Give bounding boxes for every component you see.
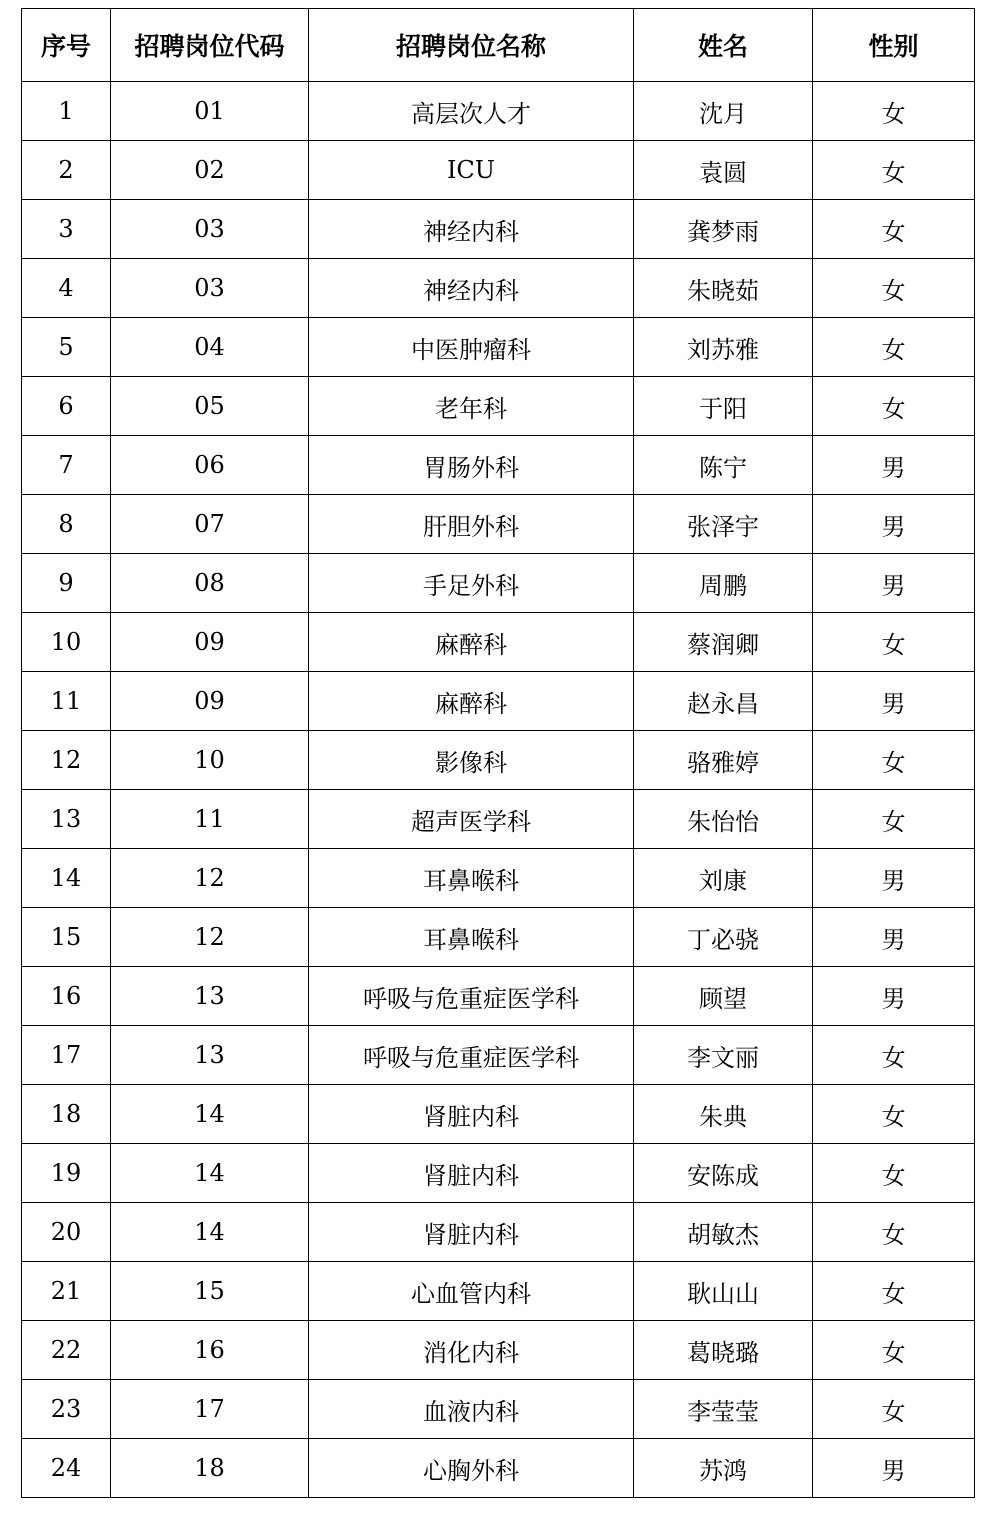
cell-position-code: 03: [111, 200, 309, 259]
cell-gender: 女: [813, 1321, 975, 1380]
cell-person-name: 刘苏雅: [634, 318, 813, 377]
cell-serial-number: 10: [22, 613, 111, 672]
cell-gender: 女: [813, 200, 975, 259]
cell-gender: 男: [813, 908, 975, 967]
header-person-name: 姓名: [634, 9, 813, 82]
cell-position-code: 14: [111, 1144, 309, 1203]
cell-position-name: 耳鼻喉科: [309, 908, 634, 967]
cell-position-name: 老年科: [309, 377, 634, 436]
table-row: [22, 82, 975, 141]
cell-position-name: 肾脏内科: [309, 1144, 634, 1203]
table-row: [22, 1203, 975, 1262]
cell-serial-number: 11: [22, 672, 111, 731]
cell-serial-number: 13: [22, 790, 111, 849]
table-row: [22, 141, 975, 200]
cell-serial-number: 18: [22, 1085, 111, 1144]
cell-position-name: 神经内科: [309, 200, 634, 259]
cell-gender: 女: [813, 1026, 975, 1085]
table-row: [22, 377, 975, 436]
cell-position-name: 肝胆外科: [309, 495, 634, 554]
table-row: [22, 200, 975, 259]
table-body: [22, 82, 975, 1498]
cell-position-code: 14: [111, 1203, 309, 1262]
cell-person-name: 朱典: [634, 1085, 813, 1144]
table-row: [22, 495, 975, 554]
cell-gender: 女: [813, 259, 975, 318]
cell-position-code: 06: [111, 436, 309, 495]
cell-position-name: 手足外科: [309, 554, 634, 613]
cell-position-code: 09: [111, 613, 309, 672]
table-row: [22, 1262, 975, 1321]
cell-gender: 女: [813, 141, 975, 200]
cell-gender: 女: [813, 1380, 975, 1439]
cell-position-name: 肾脏内科: [309, 1203, 634, 1262]
cell-position-code: 15: [111, 1262, 309, 1321]
cell-serial-number: 24: [22, 1439, 111, 1498]
cell-serial-number: 9: [22, 554, 111, 613]
cell-position-code: 07: [111, 495, 309, 554]
cell-position-code: 02: [111, 141, 309, 200]
cell-position-code: 05: [111, 377, 309, 436]
cell-person-name: 张泽宇: [634, 495, 813, 554]
cell-person-name: 骆雅婷: [634, 731, 813, 790]
cell-gender: 男: [813, 1439, 975, 1498]
cell-person-name: 苏鸿: [634, 1439, 813, 1498]
cell-gender: 男: [813, 672, 975, 731]
cell-position-name: 胃肠外科: [309, 436, 634, 495]
table-row: [22, 790, 975, 849]
cell-person-name: 蔡润卿: [634, 613, 813, 672]
cell-gender: 女: [813, 731, 975, 790]
cell-serial-number: 14: [22, 849, 111, 908]
table-row: [22, 259, 975, 318]
cell-person-name: 安陈成: [634, 1144, 813, 1203]
recruitment-roster-table: [21, 8, 975, 1498]
cell-position-code: 13: [111, 967, 309, 1026]
cell-serial-number: 1: [22, 82, 111, 141]
cell-person-name: 胡敏杰: [634, 1203, 813, 1262]
table-row: [22, 1026, 975, 1085]
cell-position-code: 03: [111, 259, 309, 318]
cell-serial-number: 5: [22, 318, 111, 377]
header-row: [22, 9, 975, 82]
cell-serial-number: 19: [22, 1144, 111, 1203]
cell-gender: 女: [813, 1144, 975, 1203]
cell-person-name: 陈宁: [634, 436, 813, 495]
cell-gender: 女: [813, 1262, 975, 1321]
cell-position-code: 17: [111, 1380, 309, 1439]
cell-gender: 女: [813, 82, 975, 141]
cell-position-name: ICU: [309, 141, 634, 200]
header-serial-number: 序号: [22, 9, 111, 82]
header-position-code: 招聘岗位代码: [111, 9, 309, 82]
table-row: [22, 967, 975, 1026]
cell-serial-number: 22: [22, 1321, 111, 1380]
cell-position-code: 12: [111, 908, 309, 967]
cell-position-name: 麻醉科: [309, 672, 634, 731]
table-row: [22, 318, 975, 377]
cell-person-name: 龚梦雨: [634, 200, 813, 259]
cell-person-name: 赵永昌: [634, 672, 813, 731]
cell-serial-number: 16: [22, 967, 111, 1026]
cell-position-name: 麻醉科: [309, 613, 634, 672]
cell-serial-number: 12: [22, 731, 111, 790]
table-row: [22, 436, 975, 495]
cell-gender: 女: [813, 1203, 975, 1262]
cell-gender: 男: [813, 849, 975, 908]
cell-serial-number: 15: [22, 908, 111, 967]
cell-gender: 男: [813, 554, 975, 613]
cell-serial-number: 21: [22, 1262, 111, 1321]
cell-position-name: 耳鼻喉科: [309, 849, 634, 908]
table-row: [22, 1085, 975, 1144]
cell-position-name: 肾脏内科: [309, 1085, 634, 1144]
cell-position-code: 11: [111, 790, 309, 849]
cell-gender: 女: [813, 377, 975, 436]
cell-person-name: 袁圆: [634, 141, 813, 200]
header-gender: 性别: [813, 9, 975, 82]
cell-serial-number: 17: [22, 1026, 111, 1085]
table-row: [22, 849, 975, 908]
cell-person-name: 李文丽: [634, 1026, 813, 1085]
cell-serial-number: 7: [22, 436, 111, 495]
header-position-name: 招聘岗位名称: [309, 9, 634, 82]
cell-position-name: 高层次人才: [309, 82, 634, 141]
cell-position-name: 中医肿瘤科: [309, 318, 634, 377]
cell-person-name: 李莹莹: [634, 1380, 813, 1439]
cell-position-name: 呼吸与危重症医学科: [309, 967, 634, 1026]
cell-position-code: 10: [111, 731, 309, 790]
cell-gender: 女: [813, 1085, 975, 1144]
cell-person-name: 沈月: [634, 82, 813, 141]
cell-serial-number: 20: [22, 1203, 111, 1262]
table-row: [22, 1439, 975, 1498]
cell-position-code: 16: [111, 1321, 309, 1380]
cell-serial-number: 3: [22, 200, 111, 259]
cell-gender: 女: [813, 318, 975, 377]
table-row: [22, 731, 975, 790]
cell-gender: 男: [813, 436, 975, 495]
cell-serial-number: 6: [22, 377, 111, 436]
table-row: [22, 554, 975, 613]
table-row: [22, 1144, 975, 1203]
cell-person-name: 丁必骁: [634, 908, 813, 967]
cell-position-name: 呼吸与危重症医学科: [309, 1026, 634, 1085]
table-row: [22, 672, 975, 731]
table-row: [22, 908, 975, 967]
cell-person-name: 耿山山: [634, 1262, 813, 1321]
table-row: [22, 613, 975, 672]
cell-gender: 男: [813, 967, 975, 1026]
cell-person-name: 朱晓茹: [634, 259, 813, 318]
table-row: [22, 1321, 975, 1380]
table-header: [22, 9, 975, 82]
cell-person-name: 周鹏: [634, 554, 813, 613]
cell-person-name: 葛晓璐: [634, 1321, 813, 1380]
cell-person-name: 于阳: [634, 377, 813, 436]
cell-position-code: 08: [111, 554, 309, 613]
cell-gender: 男: [813, 495, 975, 554]
cell-position-code: 01: [111, 82, 309, 141]
cell-gender: 女: [813, 613, 975, 672]
cell-serial-number: 4: [22, 259, 111, 318]
cell-position-name: 消化内科: [309, 1321, 634, 1380]
cell-serial-number: 23: [22, 1380, 111, 1439]
cell-position-code: 18: [111, 1439, 309, 1498]
cell-position-name: 超声医学科: [309, 790, 634, 849]
cell-position-code: 14: [111, 1085, 309, 1144]
cell-position-code: 12: [111, 849, 309, 908]
cell-person-name: 顾望: [634, 967, 813, 1026]
cell-serial-number: 8: [22, 495, 111, 554]
table-row: [22, 1380, 975, 1439]
cell-position-code: 13: [111, 1026, 309, 1085]
cell-position-name: 心胸外科: [309, 1439, 634, 1498]
cell-serial-number: 2: [22, 141, 111, 200]
cell-position-name: 心血管内科: [309, 1262, 634, 1321]
cell-position-name: 神经内科: [309, 259, 634, 318]
cell-position-code: 09: [111, 672, 309, 731]
cell-position-code: 04: [111, 318, 309, 377]
cell-person-name: 朱怡怡: [634, 790, 813, 849]
cell-person-name: 刘康: [634, 849, 813, 908]
cell-position-name: 血液内科: [309, 1380, 634, 1439]
cell-position-name: 影像科: [309, 731, 634, 790]
cell-gender: 女: [813, 790, 975, 849]
